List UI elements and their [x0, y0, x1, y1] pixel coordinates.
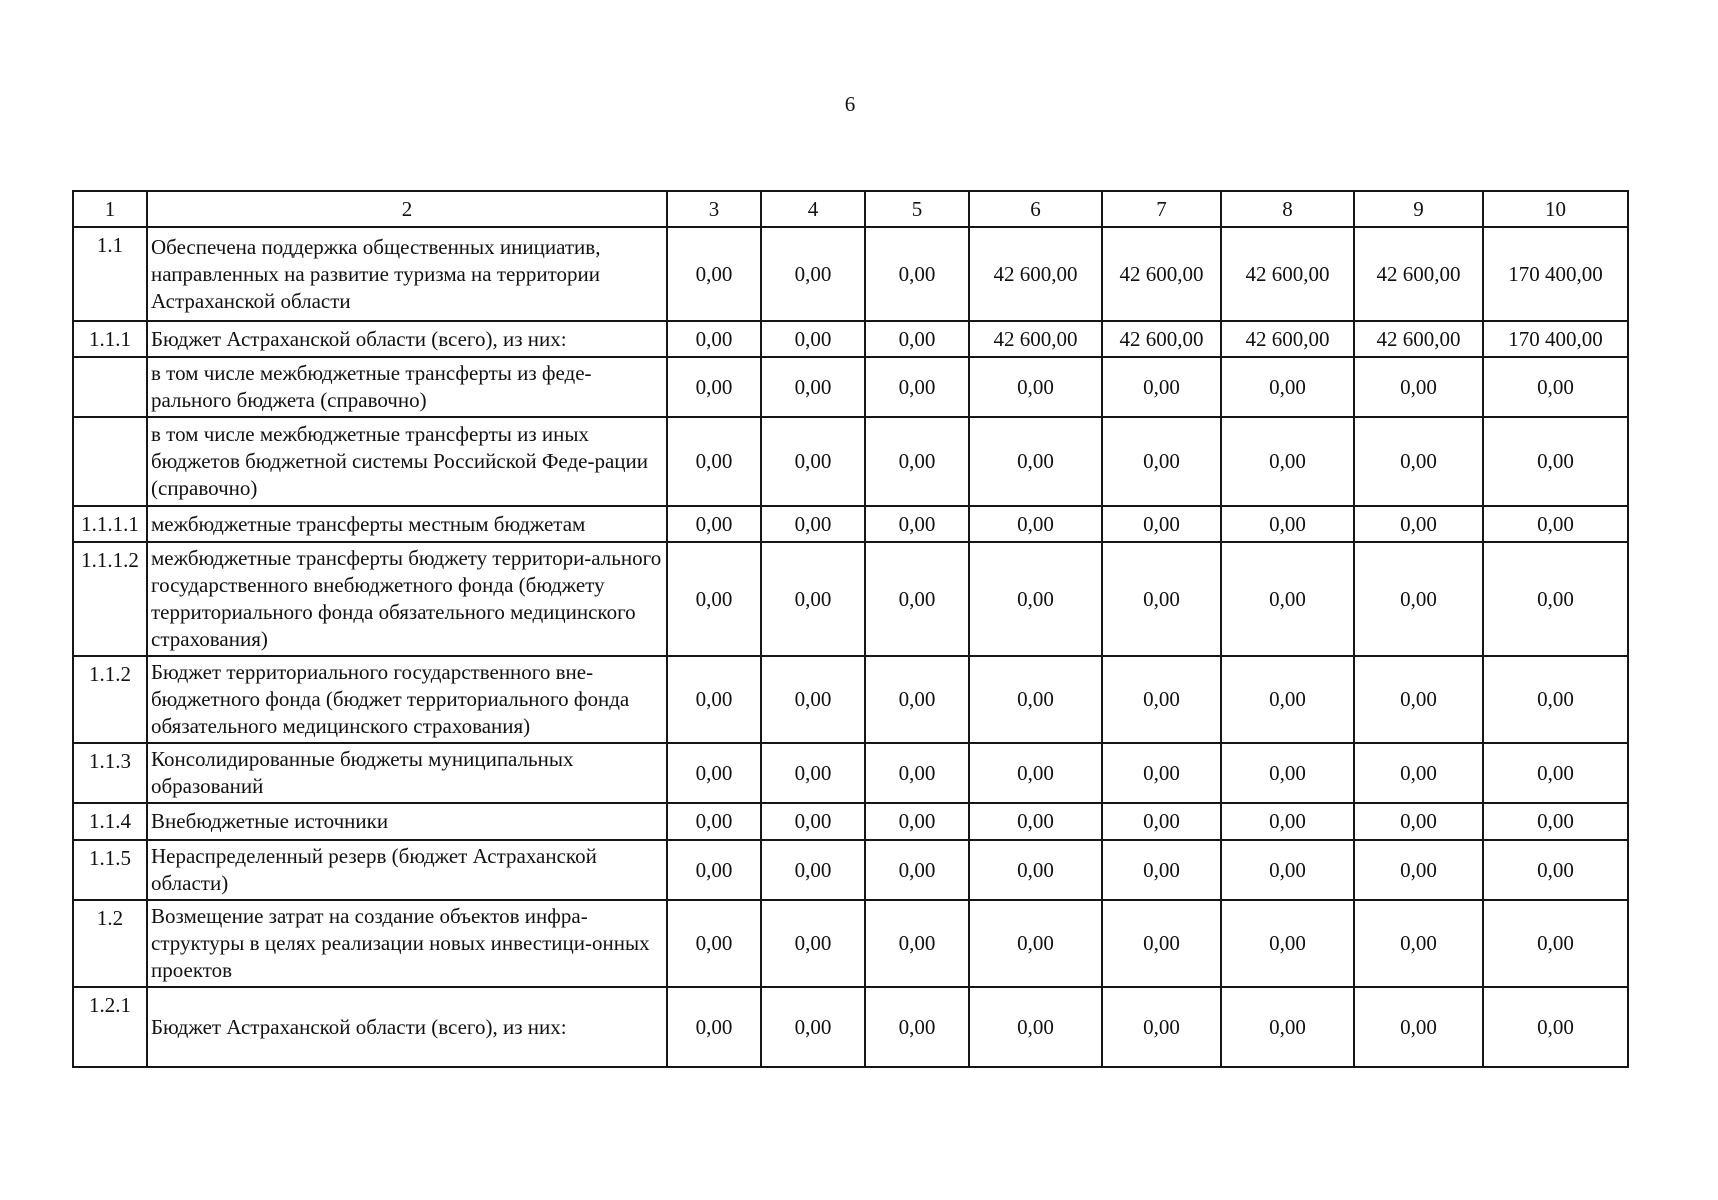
value-cell: 0,00	[1483, 656, 1628, 743]
column-header: 1	[73, 191, 147, 227]
value-cell: 0,00	[1102, 357, 1221, 417]
row-name: в том числе межбюджетные трансферты из иных бюджетов бюджетной системы Российской Феде-рации (справочно)	[147, 417, 667, 506]
row-number: 1.1.1.1	[73, 506, 147, 542]
value-cell: 42 600,00	[1221, 321, 1354, 357]
value-cell: 0,00	[1354, 506, 1483, 542]
value-cell: 0,00	[1483, 357, 1628, 417]
row-name: Консолидированные бюджеты муниципальных образований	[147, 743, 667, 803]
value-cell: 170 400,00	[1483, 321, 1628, 357]
value-cell: 0,00	[1221, 656, 1354, 743]
value-cell: 42 600,00	[1354, 321, 1483, 357]
value-cell: 42 600,00	[1354, 227, 1483, 321]
value-cell: 0,00	[667, 900, 761, 987]
row-name: Бюджет территориального государственного вне-бюджетного фонда (бюджет территориального фонда обязательного медицинского страхования)	[147, 656, 667, 743]
value-cell: 0,00	[865, 900, 969, 987]
value-cell: 0,00	[1483, 840, 1628, 900]
value-cell: 0,00	[1354, 357, 1483, 417]
value-cell: 0,00	[761, 357, 865, 417]
value-cell: 0,00	[761, 321, 865, 357]
value-cell: 0,00	[1483, 803, 1628, 840]
row-name: Бюджет Астраханской области (всего), из них:	[147, 321, 667, 357]
value-cell: 0,00	[1102, 840, 1221, 900]
row-number: 1.1.5	[73, 840, 147, 900]
value-cell: 0,00	[969, 900, 1102, 987]
value-cell: 0,00	[761, 987, 865, 1067]
value-cell: 0,00	[1354, 803, 1483, 840]
value-cell: 0,00	[1102, 656, 1221, 743]
row-number: 1.1.2	[73, 656, 147, 743]
value-cell: 0,00	[1221, 417, 1354, 506]
value-cell: 0,00	[865, 417, 969, 506]
value-cell: 0,00	[1354, 987, 1483, 1067]
value-cell: 170 400,00	[1483, 227, 1628, 321]
value-cell: 0,00	[761, 656, 865, 743]
value-cell: 0,00	[761, 900, 865, 987]
value-cell: 0,00	[761, 803, 865, 840]
value-cell: 0,00	[1102, 743, 1221, 803]
value-cell: 0,00	[1221, 542, 1354, 656]
value-cell: 0,00	[865, 227, 969, 321]
value-cell: 0,00	[969, 840, 1102, 900]
row-name: межбюджетные трансферты местным бюджетам	[147, 506, 667, 542]
row-number: 1.1.3	[73, 743, 147, 803]
value-cell: 0,00	[667, 357, 761, 417]
value-cell: 0,00	[1102, 987, 1221, 1067]
row-number: 1.1	[73, 227, 147, 321]
row-name: межбюджетные трансферты бюджету территори-ального государственного внебюджетного фонда (бюджету территориального фонда обязательного медицинского страхования)	[147, 542, 667, 656]
row-number	[73, 357, 147, 417]
table-row	[73, 987, 1628, 1067]
value-cell: 0,00	[761, 227, 865, 321]
value-cell: 0,00	[1102, 417, 1221, 506]
value-cell: 0,00	[1102, 506, 1221, 542]
row-name: Бюджет Астраханской области (всего), из них:	[147, 987, 667, 1067]
value-cell: 0,00	[1483, 417, 1628, 506]
column-header: 6	[969, 191, 1102, 227]
value-cell: 0,00	[865, 321, 969, 357]
row-name: Обеспечена поддержка общественных инициатив, направленных на развитие туризма на территории Астраханской области	[147, 227, 667, 321]
value-cell: 0,00	[969, 987, 1102, 1067]
value-cell: 0,00	[1221, 506, 1354, 542]
row-name: Нераспределенный резерв (бюджет Астраханской области)	[147, 840, 667, 900]
table-row	[73, 743, 1628, 803]
value-cell: 0,00	[1483, 506, 1628, 542]
value-cell: 0,00	[1221, 743, 1354, 803]
value-cell: 0,00	[1354, 900, 1483, 987]
row-number: 1.1.4	[73, 803, 147, 840]
table-row	[73, 227, 1628, 321]
value-cell: 0,00	[761, 542, 865, 656]
table-row	[73, 506, 1628, 542]
value-cell: 42 600,00	[969, 321, 1102, 357]
table-row	[73, 542, 1628, 656]
column-header: 9	[1354, 191, 1483, 227]
value-cell: 0,00	[969, 506, 1102, 542]
value-cell: 42 600,00	[1221, 227, 1354, 321]
column-header: 8	[1221, 191, 1354, 227]
value-cell: 0,00	[667, 321, 761, 357]
table-row	[73, 417, 1628, 506]
table-row	[73, 321, 1628, 357]
value-cell: 0,00	[865, 656, 969, 743]
value-cell: 0,00	[761, 743, 865, 803]
table-row	[73, 357, 1628, 417]
value-cell: 0,00	[761, 506, 865, 542]
value-cell: 0,00	[667, 227, 761, 321]
value-cell: 0,00	[1354, 840, 1483, 900]
row-number: 1.1.1	[73, 321, 147, 357]
value-cell: 0,00	[1221, 987, 1354, 1067]
table-row	[73, 803, 1628, 840]
value-cell: 0,00	[1221, 900, 1354, 987]
value-cell: 0,00	[969, 656, 1102, 743]
value-cell: 0,00	[969, 417, 1102, 506]
value-cell: 0,00	[865, 743, 969, 803]
value-cell: 0,00	[969, 542, 1102, 656]
value-cell: 0,00	[667, 743, 761, 803]
value-cell: 0,00	[761, 840, 865, 900]
value-cell: 0,00	[1102, 900, 1221, 987]
column-header: 5	[865, 191, 969, 227]
value-cell: 0,00	[667, 417, 761, 506]
value-cell: 0,00	[865, 803, 969, 840]
value-cell: 0,00	[1102, 803, 1221, 840]
row-name: в том числе межбюджетные трансферты из феде-рального бюджета (справочно)	[147, 357, 667, 417]
column-header: 10	[1483, 191, 1628, 227]
value-cell: 0,00	[667, 803, 761, 840]
column-header: 7	[1102, 191, 1221, 227]
value-cell: 0,00	[667, 840, 761, 900]
value-cell: 0,00	[969, 743, 1102, 803]
column-header: 4	[761, 191, 865, 227]
column-header: 2	[147, 191, 667, 227]
value-cell: 0,00	[1483, 900, 1628, 987]
value-cell: 42 600,00	[969, 227, 1102, 321]
table-row	[73, 900, 1628, 987]
value-cell: 0,00	[865, 357, 969, 417]
value-cell: 0,00	[667, 542, 761, 656]
value-cell: 0,00	[865, 840, 969, 900]
value-cell: 0,00	[1483, 542, 1628, 656]
value-cell: 0,00	[1221, 357, 1354, 417]
value-cell: 0,00	[1354, 542, 1483, 656]
value-cell: 0,00	[1354, 743, 1483, 803]
value-cell: 0,00	[761, 417, 865, 506]
row-number: 1.1.1.2	[73, 542, 147, 656]
value-cell: 42 600,00	[1102, 227, 1221, 321]
value-cell: 0,00	[1483, 743, 1628, 803]
value-cell: 0,00	[1221, 803, 1354, 840]
value-cell: 0,00	[969, 357, 1102, 417]
table-header-row	[73, 191, 1628, 227]
value-cell: 0,00	[1354, 417, 1483, 506]
page-number: 6	[844, 92, 856, 116]
table-row	[73, 840, 1628, 900]
value-cell: 0,00	[1483, 987, 1628, 1067]
row-number: 1.2.1	[73, 987, 147, 1067]
row-name: Внебюджетные источники	[147, 803, 667, 840]
value-cell: 0,00	[865, 506, 969, 542]
value-cell: 0,00	[1102, 542, 1221, 656]
value-cell: 0,00	[667, 987, 761, 1067]
value-cell: 0,00	[1354, 656, 1483, 743]
row-number	[73, 417, 147, 506]
value-cell: 0,00	[969, 803, 1102, 840]
column-header: 3	[667, 191, 761, 227]
value-cell: 0,00	[865, 542, 969, 656]
value-cell: 0,00	[667, 506, 761, 542]
value-cell: 0,00	[667, 656, 761, 743]
row-number: 1.2	[73, 900, 147, 987]
value-cell: 0,00	[865, 987, 969, 1067]
row-name: Возмещение затрат на создание объектов инфра-структуры в целях реализации новых инвестици-онных проектов	[147, 900, 667, 987]
budget-table	[72, 190, 1629, 1068]
value-cell: 42 600,00	[1102, 321, 1221, 357]
table-row	[73, 656, 1628, 743]
value-cell: 0,00	[1221, 840, 1354, 900]
